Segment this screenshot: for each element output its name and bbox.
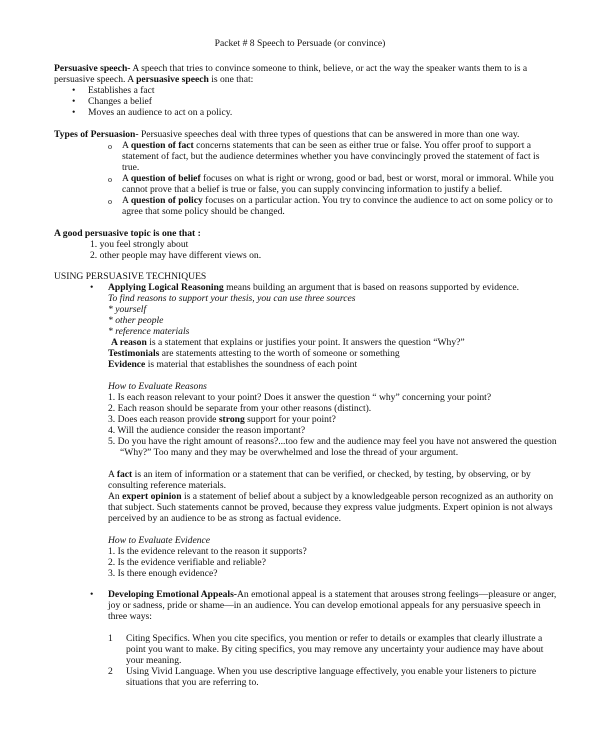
bullet-item: Moves an audience to act on a policy. bbox=[88, 107, 233, 118]
source-other-people: * other people bbox=[108, 315, 164, 326]
expert-opinion-term: expert opinion bbox=[122, 491, 182, 502]
evidence-definition bbox=[108, 359, 357, 370]
policy-text-1: focuses on a particular action. You try to convince the audience to act on some policy or to bbox=[202, 195, 553, 206]
question-of-fact-line-2: statement of fact, but the audience determines whether you have convincingly proved the statement of fact is bbox=[122, 151, 540, 162]
evaluate-reasons-heading bbox=[108, 381, 207, 392]
fact-def-text-1: is an item of information or a statement that can be verified, or checked, by testing, by observing, or by bbox=[132, 469, 531, 480]
emotional-appeals-term: Developing Emotional Appeals- bbox=[108, 589, 237, 600]
source-item bbox=[108, 315, 163, 326]
way-citing-specifics-line-1: Citing Specifics. When you cite specifics, you mention or refer to details or examples that clearly illustrate a bbox=[126, 633, 543, 644]
source-reference-materials: * reference materials bbox=[108, 326, 190, 337]
emotional-appeals-line-3: three ways: bbox=[108, 611, 152, 622]
question-of-policy-line-2: agree that some policy should be changed. bbox=[122, 206, 285, 217]
list-item: 1. Is each reason relevant to your point? Does it answer the question “ why” concerning your point? bbox=[108, 392, 492, 403]
fact-definition-line-1 bbox=[108, 469, 531, 480]
question-of-fact-line-3: true. bbox=[122, 162, 140, 173]
sub-bullet-marker: o bbox=[108, 142, 112, 151]
source-yourself: * yourself bbox=[108, 304, 147, 315]
testimonials-definition bbox=[108, 348, 400, 359]
reason3-text-a: 3. Does each reason provide bbox=[108, 414, 219, 425]
way-vivid-language-line-1: Using Vivid Language. When you use descriptive language effectively, you enable your listeners to picture bbox=[126, 666, 537, 677]
bullet-item: Changes a belief bbox=[88, 96, 152, 107]
fact-definition-line-2: consulting reference materials. bbox=[108, 480, 227, 491]
expert-opinion-line-2: that subject. Such statements cannot be proved, because they express value judgments. Expert opinion is not always bbox=[108, 502, 553, 513]
reason-text: is a statement that explains or justifies your point. It answers the question “Why?” bbox=[146, 337, 465, 348]
bullet-marker bbox=[90, 589, 93, 600]
sub-bullet-marker: o bbox=[108, 197, 112, 206]
list-item: 3. Is there enough evidence? bbox=[108, 568, 218, 579]
way-number: 1 bbox=[108, 633, 113, 644]
source-item bbox=[108, 304, 146, 315]
find-reasons-text: To find reasons to support your thesis, you can use three sources bbox=[108, 293, 356, 304]
evaluate-evidence-heading bbox=[108, 535, 210, 546]
question-of-belief-line-2: cannot prove that a belief is true or false, you can supply convincing information to justify a belief. bbox=[122, 184, 503, 195]
persuasive-speech-term-2: persuasive speech bbox=[136, 74, 209, 85]
list-item: 4. Will the audience consider the reason important? bbox=[108, 425, 306, 436]
list-item: 2. Is the evidence verifiable and reliable? bbox=[108, 557, 266, 568]
testimonials-term: Testimonials bbox=[108, 348, 160, 359]
persuasive-definition-line-1 bbox=[54, 63, 527, 74]
question-of-fact-term: question of fact bbox=[130, 140, 194, 151]
fact-text-1: concerns statements that can be seen as either true or false. You offer proof to support a bbox=[193, 140, 532, 151]
evidence-text: is material that establishes the soundness of each point bbox=[145, 359, 358, 370]
list-item bbox=[108, 414, 336, 425]
list-item: 1. Is the evidence relevant to the reason it supports? bbox=[108, 546, 307, 557]
types-term: Types of Persuasion- bbox=[54, 129, 139, 140]
question-of-belief-line-1 bbox=[122, 173, 554, 184]
persuasive-def-text: A speech that tries to convince someone to think, believe, or act the way the speaker wants them to is a bbox=[130, 63, 528, 74]
list-item: 2. Each reason should be separate from your other reasons (distinct). bbox=[108, 403, 372, 414]
logical-reasoning-text: means building an argument that is based on reasons supported by evidence. bbox=[223, 282, 519, 293]
types-intro-text: Persuasive speeches deal with three types of questions that can be answered in more than one way. bbox=[138, 129, 520, 140]
bullet-marker bbox=[90, 282, 93, 293]
fact-lead-2: A bbox=[108, 469, 117, 480]
reason3-strong: strong bbox=[218, 414, 245, 425]
expert-opinion-line-1 bbox=[108, 491, 553, 502]
list-item: 2. other people may have different views on. bbox=[90, 250, 262, 261]
list-item: 1. you feel strongly about bbox=[90, 239, 189, 250]
reason-definition bbox=[111, 337, 465, 348]
emotional-appeals-line-2: joy or sadness, pride or shame—in an audience. You can develop emotional appeals for any persuasive speech in bbox=[108, 600, 541, 611]
emotional-appeals-line-1 bbox=[108, 589, 556, 600]
question-of-belief-term: question of belief bbox=[130, 173, 201, 184]
evidence-term: Evidence bbox=[108, 359, 146, 370]
bullet-item: Establishes a fact bbox=[88, 85, 155, 96]
evaluate-reasons-heading-text: How to Evaluate Reasons bbox=[108, 381, 207, 392]
good-topic-heading bbox=[54, 228, 201, 239]
good-topic-heading-text: A good persuasive topic is one that : bbox=[54, 228, 201, 239]
question-of-policy-line-1 bbox=[122, 195, 553, 206]
way-citing-specifics-line-2: point you want to make. By citing specifics, you may remove any uncertainty your audience may have about bbox=[126, 644, 544, 655]
belief-lead: A bbox=[122, 173, 131, 184]
find-reasons-line bbox=[108, 293, 355, 304]
expert-lead: An bbox=[108, 491, 123, 502]
testimonials-text: are statements attesting to the worth of someone or something bbox=[159, 348, 400, 359]
persuasive-definition-line-2 bbox=[54, 74, 253, 85]
way-number: 2 bbox=[108, 666, 113, 677]
list-item: 5. Do you have the right amount of reasons?...too few and the audience may feel you have not answered the question bbox=[108, 436, 557, 447]
way-vivid-language-line-2: situations that you are referring to. bbox=[126, 677, 259, 688]
persuasive-def-text-2b: is one that: bbox=[208, 74, 254, 85]
belief-text-1: focuses on what is right or wrong, good or bad, best or worst, moral or immoral. While you bbox=[200, 173, 554, 184]
page-title: Packet # 8 Speech to Persuade (or convince) bbox=[214, 38, 386, 49]
expert-text-1: is a statement of belief about a subject by a knowledgeable person recognized as an authority on bbox=[181, 491, 554, 502]
way-citing-specifics-line-3: your meaning. bbox=[126, 655, 182, 666]
evaluate-evidence-heading-text: How to Evaluate Evidence bbox=[108, 535, 211, 546]
expert-opinion-line-3: perceived by an audience to be as strong as factual evidence. bbox=[108, 513, 342, 524]
list-item-continuation: “Why?” Too many and they may be overwhelmed and lose the thread of your argument. bbox=[120, 447, 459, 458]
fact-lead: A bbox=[122, 140, 131, 151]
logical-reasoning-line bbox=[108, 282, 519, 293]
policy-lead: A bbox=[122, 195, 131, 206]
bullet-marker bbox=[72, 85, 75, 96]
reason-term: A reason bbox=[111, 337, 147, 348]
emotional-text-1: An emotional appeal is a statement that arouses strong feelings—pleasure or anger, bbox=[237, 589, 557, 600]
question-of-fact-line-1 bbox=[122, 140, 531, 151]
persuasive-def-text-2a: persuasive speech. A bbox=[54, 74, 137, 85]
fact-term: fact bbox=[116, 469, 133, 480]
question-of-policy-term: question of policy bbox=[130, 195, 203, 206]
techniques-heading: USING PERSUASIVE TECHNIQUES bbox=[54, 271, 207, 282]
bullet-marker bbox=[72, 107, 75, 118]
reason3-text-c: support for your point? bbox=[244, 414, 336, 425]
sub-bullet-marker: o bbox=[108, 175, 112, 184]
source-item bbox=[108, 326, 189, 337]
types-intro bbox=[54, 129, 519, 140]
bullet-marker bbox=[72, 96, 75, 107]
logical-reasoning-term: Applying Logical Reasoning bbox=[108, 282, 224, 293]
persuasive-speech-term: Persuasive speech- bbox=[54, 63, 131, 74]
